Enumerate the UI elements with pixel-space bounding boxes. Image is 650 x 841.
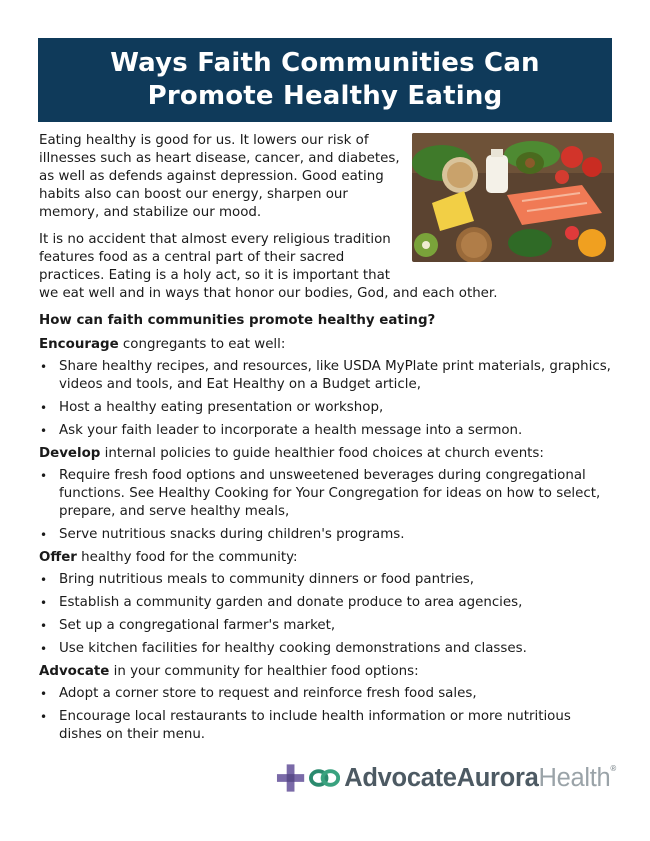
bullet-icon: • (40, 619, 48, 633)
list-item (39, 467, 614, 521)
list-item (39, 422, 614, 440)
list-item (39, 526, 614, 544)
title-banner (38, 38, 612, 122)
section-lead-keyword: Advocate (39, 664, 110, 679)
list-item-text: Establish a community garden and donate produce to area agencies, (59, 595, 523, 610)
section-lead-text: congregants to eat well: (118, 337, 286, 352)
healthy-food-photo (412, 133, 614, 262)
linked-rings-icon (309, 767, 340, 789)
intro-paragraph-2: It is no accident that almost every religious tradition features food as a central part of their sacred practices. Eating is a holy act, so it is important that we eat well and in ways that honor our bodies, God, and each other. (39, 232, 498, 301)
section-lead-keyword: Offer (39, 550, 77, 565)
bullet-icon: • (40, 687, 48, 701)
sections-container (39, 336, 614, 744)
list-item-text: Adopt a corner store to request and reinforce fresh food sales, (59, 686, 477, 701)
list-item (39, 358, 614, 394)
list-item (39, 708, 614, 744)
title-line-2: Promote Healthy Eating (147, 81, 503, 111)
list-item-text: Share healthy recipes, and resources, like USDA MyPlate print materials, graphics, videos and tools, and Eat Healthy on a Budget article, (59, 359, 611, 392)
bullet-icon: • (40, 424, 48, 438)
bullet-icon: • (40, 360, 48, 374)
section-lead (39, 445, 614, 463)
bullet-icon: • (40, 469, 48, 483)
section-lead (39, 663, 614, 681)
intro-paragraph-1: Eating healthy is good for us. It lowers our risk of illnesses such as heart disease, cancer, and diabetes, as well as defends against depression. Good eating habits also can boost our energy, sharpen our memory, and stabilize our mood. (39, 133, 400, 220)
logo-wordmark: AdvocateAuroraHealth® (344, 763, 616, 792)
section-lead-text: internal policies to guide healthier food choices at church events: (100, 446, 544, 461)
list-item-text: Encourage local restaurants to include health information or more nutritious dishes on their menu. (59, 709, 571, 742)
advocate-aurora-health-logo (276, 758, 616, 798)
bullet-list (39, 358, 614, 440)
bullet-list (39, 685, 614, 744)
cross-icon (276, 763, 305, 793)
bullet-list (39, 571, 614, 658)
bullet-icon: • (40, 642, 48, 656)
section-lead-text: healthy food for the community: (76, 550, 298, 565)
list-item-text: Serve nutritious snacks during children's programs. (59, 527, 405, 542)
section-lead (39, 336, 614, 354)
list-item-text: Use kitchen facilities for healthy cooking demonstrations and classes. (59, 641, 527, 656)
list-item (39, 640, 614, 658)
section-lead-keyword: Develop (39, 446, 101, 461)
bullet-icon: • (40, 401, 48, 415)
list-item (39, 594, 614, 612)
list-item-text: Set up a congregational farmer's market, (59, 618, 336, 633)
section-question: How can faith communities promote healthy eating? (39, 313, 436, 328)
bullet-list (39, 467, 614, 544)
list-item (39, 399, 614, 417)
document-body (39, 132, 614, 749)
title-line-1: Ways Faith Communities Can (110, 48, 540, 78)
list-item-text: Host a healthy eating presentation or workshop, (59, 400, 384, 415)
list-item-text: Bring nutritious meals to community dinners or food pantries, (59, 572, 475, 587)
bullet-icon: • (40, 573, 48, 587)
list-item (39, 571, 614, 589)
bullet-icon: • (40, 528, 48, 542)
bullet-icon: • (40, 596, 48, 610)
list-item (39, 617, 614, 635)
list-item-text: Require fresh food options and unsweetened beverages during congregational functions. See Healthy Cooking for Your Congregation for ideas on how to select, prepare, and serve healthy meals, (59, 468, 601, 519)
list-item (39, 685, 614, 703)
bullet-icon: • (40, 710, 48, 724)
section-lead-text: in your community for healthier food options: (109, 664, 419, 679)
list-item-text: Ask your faith leader to incorporate a health message into a sermon. (59, 423, 523, 438)
section-lead-keyword: Encourage (39, 337, 119, 352)
section-lead (39, 549, 614, 567)
